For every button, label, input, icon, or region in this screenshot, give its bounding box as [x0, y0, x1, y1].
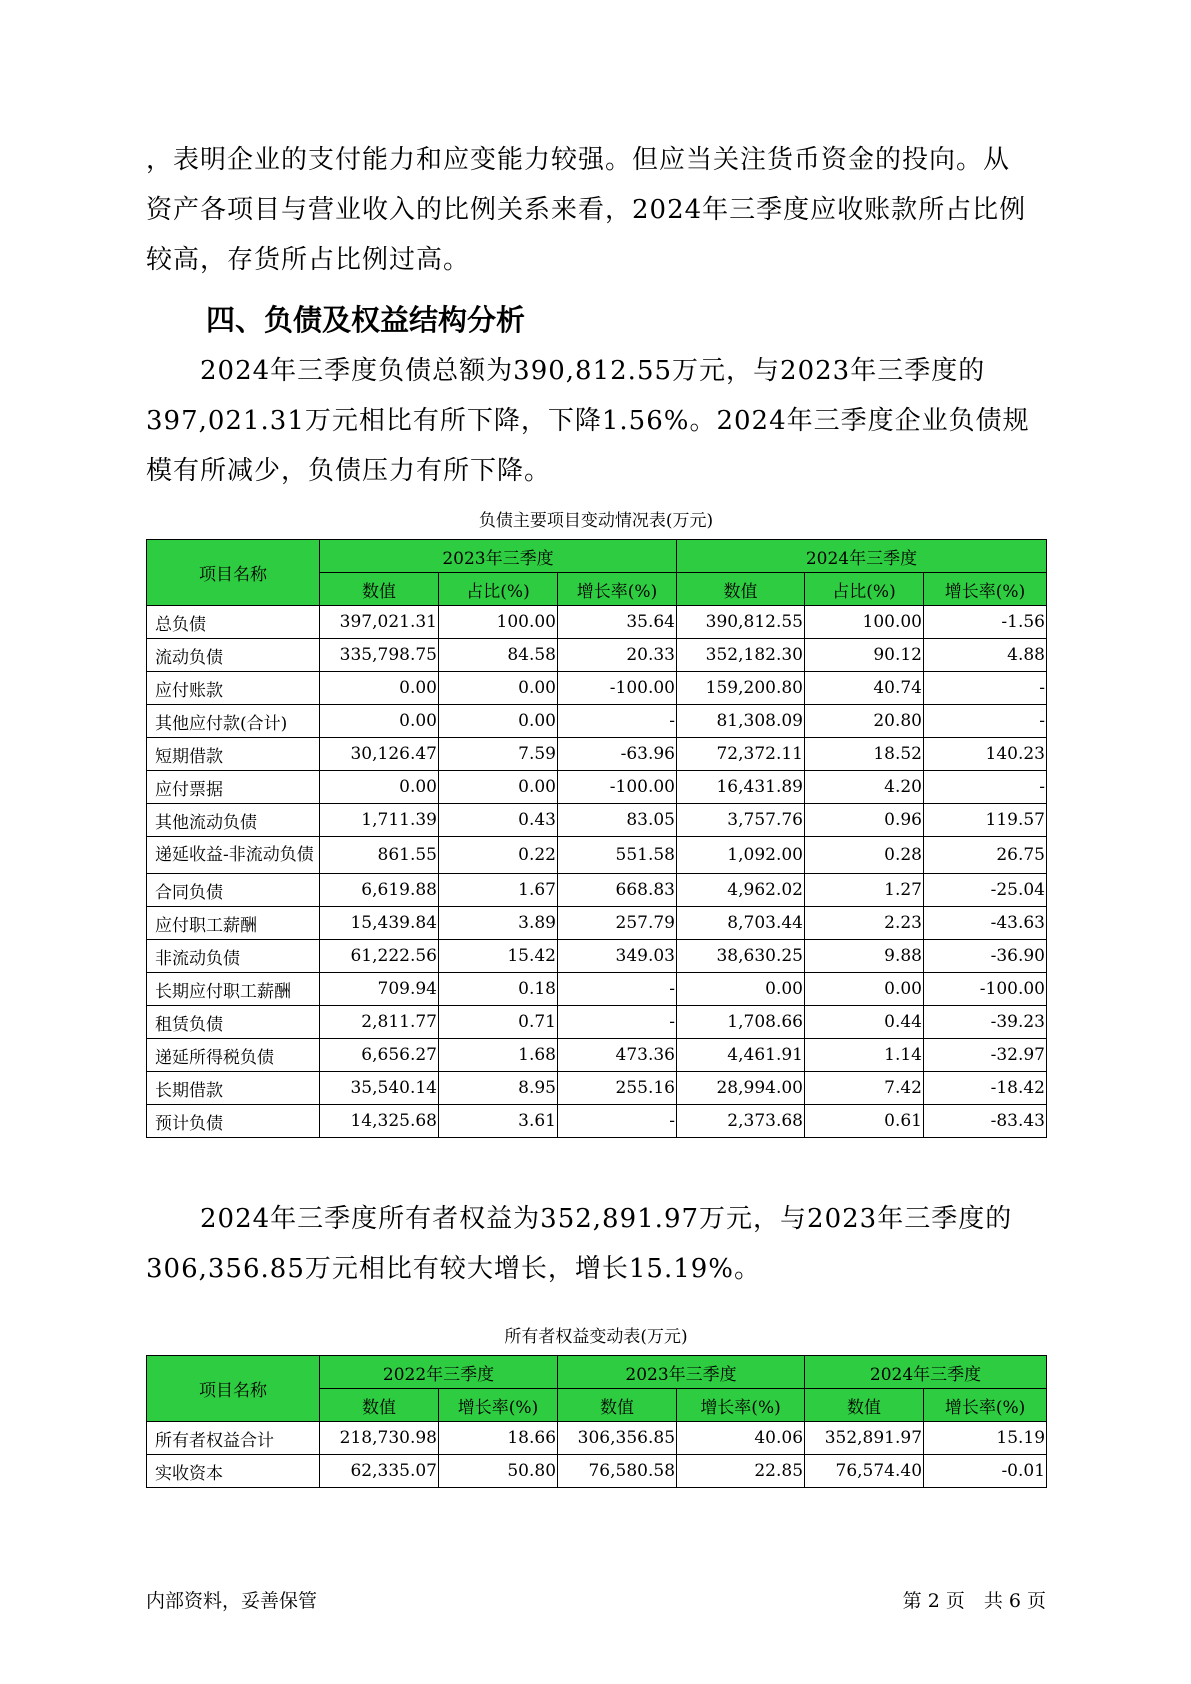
table-cell: -	[558, 705, 677, 738]
row-item-name: 实收资本	[147, 1455, 320, 1488]
table-cell: 668.83	[558, 874, 677, 907]
table-row	[147, 738, 1047, 771]
table-row	[147, 639, 1047, 672]
table-cell: -100.00	[558, 771, 677, 804]
table-cell: 8,703.44	[677, 907, 805, 940]
table-cell: 35.64	[558, 606, 677, 639]
intro-line-2: 资产各项目与营业收入的比例关系来看，2024年三季度应收账款所占比例	[146, 195, 1027, 225]
table-cell: 861.55	[320, 837, 439, 874]
row-item-name: 短期借款	[147, 738, 320, 771]
column-header-value: 数值	[805, 1389, 924, 1422]
table-cell: 1,708.66	[677, 1006, 805, 1039]
table-cell: -	[558, 973, 677, 1006]
table-cell: 1.68	[439, 1039, 558, 1072]
table-cell: 397,021.31	[320, 606, 439, 639]
table-cell: -83.43	[924, 1105, 1047, 1138]
column-header-share: 占比(%)	[439, 573, 558, 606]
column-header-growth: 增长率(%)	[924, 1389, 1047, 1422]
table-cell: 709.94	[320, 973, 439, 1006]
table-cell: 62,335.07	[320, 1455, 439, 1488]
table-cell: 1,092.00	[677, 837, 805, 874]
table-cell: 20.33	[558, 639, 677, 672]
table-cell: 4.88	[924, 639, 1047, 672]
table-cell: 0.00	[439, 672, 558, 705]
table-cell: 0.00	[320, 771, 439, 804]
table-cell: 4,461.91	[677, 1039, 805, 1072]
table-cell: 218,730.98	[320, 1422, 439, 1455]
table-cell: 100.00	[439, 606, 558, 639]
table-cell: 3,757.76	[677, 804, 805, 837]
column-header-value: 数值	[677, 573, 805, 606]
table-cell: 30,126.47	[320, 738, 439, 771]
liability-table-header	[147, 540, 1047, 606]
column-header-growth: 增长率(%)	[439, 1389, 558, 1422]
table-cell: 76,574.40	[805, 1455, 924, 1488]
row-item-name: 预计负债	[147, 1105, 320, 1138]
table-cell: 16,431.89	[677, 771, 805, 804]
table-cell: -63.96	[558, 738, 677, 771]
table-cell: 3.89	[439, 907, 558, 940]
section-heading: 四、负债及权益结构分析	[206, 303, 526, 337]
equity-table-header	[147, 1356, 1047, 1422]
table-cell: 0.28	[805, 837, 924, 874]
table-cell: 306,356.85	[558, 1422, 677, 1455]
table-cell: 6,619.88	[320, 874, 439, 907]
table-cell: 90.12	[805, 639, 924, 672]
table-cell: 352,891.97	[805, 1422, 924, 1455]
column-header-period-2023: 2023年三季度	[320, 540, 677, 573]
table-row	[147, 771, 1047, 804]
row-item-name: 流动负债	[147, 639, 320, 672]
table-cell: 352,182.30	[677, 639, 805, 672]
table-cell: -25.04	[924, 874, 1047, 907]
column-header-period-2024: 2024年三季度	[677, 540, 1047, 573]
table-cell: 257.79	[558, 907, 677, 940]
table-cell: 9.88	[805, 940, 924, 973]
table-cell: 0.22	[439, 837, 558, 874]
table-cell: 0.44	[805, 1006, 924, 1039]
table-cell: 140.23	[924, 738, 1047, 771]
liability-table-caption: 负债主要项目变动情况表(万元)	[478, 511, 714, 531]
table-cell: 22.85	[677, 1455, 805, 1488]
column-header-value: 数值	[320, 1389, 439, 1422]
table-cell: 26.75	[924, 837, 1047, 874]
row-item-name: 总负债	[147, 606, 320, 639]
column-header-item-name: 项目名称	[147, 1356, 320, 1422]
table-cell: 6,656.27	[320, 1039, 439, 1072]
table-cell: 0.00	[677, 973, 805, 1006]
table-cell: 72,372.11	[677, 738, 805, 771]
table-cell: 61,222.56	[320, 940, 439, 973]
table-row	[147, 1422, 1047, 1455]
row-item-name: 租赁负债	[147, 1006, 320, 1039]
table-cell: 4,962.02	[677, 874, 805, 907]
row-item-name: 应付票据	[147, 771, 320, 804]
table-cell: -43.63	[924, 907, 1047, 940]
table-row	[147, 874, 1047, 907]
table-cell: -39.23	[924, 1006, 1047, 1039]
table-row	[147, 837, 1047, 874]
table-cell: 40.06	[677, 1422, 805, 1455]
table-cell: -	[924, 705, 1047, 738]
row-item-name: 应付职工薪酬	[147, 907, 320, 940]
table-cell: 255.16	[558, 1072, 677, 1105]
liability-paragraph: 2024年三季度负债总额为390,812.55万元，与2023年三季度的397,021.31万元相比有所下降，下降1.56%。2024年三季度企业负债规模有所减少，负债压力有所下降。	[146, 356, 1030, 486]
table-cell: 7.59	[439, 738, 558, 771]
table-row	[147, 1455, 1047, 1488]
table-cell: 0.00	[439, 705, 558, 738]
table-cell: -	[924, 771, 1047, 804]
table-cell: 18.66	[439, 1422, 558, 1455]
table-cell: 50.80	[439, 1455, 558, 1488]
column-header-period-2022: 2022年三季度	[320, 1356, 558, 1389]
table-cell: 0.71	[439, 1006, 558, 1039]
equity-table	[146, 1355, 1047, 1488]
table-cell: 28,994.00	[677, 1072, 805, 1105]
table-cell: -100.00	[558, 672, 677, 705]
table-cell: -0.01	[924, 1455, 1047, 1488]
table-cell: 1.14	[805, 1039, 924, 1072]
footer-confidential-note: 内部资料，妥善保管	[146, 1590, 318, 1612]
footer-page-number: 第 2 页 共 6 页	[902, 1590, 1046, 1612]
table-cell: 35,540.14	[320, 1072, 439, 1105]
table-cell: 18.52	[805, 738, 924, 771]
table-cell: 0.00	[320, 705, 439, 738]
table-cell: 83.05	[558, 804, 677, 837]
table-row	[147, 606, 1047, 639]
table-cell: -1.56	[924, 606, 1047, 639]
table-cell: 335,798.75	[320, 639, 439, 672]
table-cell: -	[924, 672, 1047, 705]
table-cell: -32.97	[924, 1039, 1047, 1072]
column-header-growth: 增长率(%)	[677, 1389, 805, 1422]
table-cell: -100.00	[924, 973, 1047, 1006]
table-cell: 390,812.55	[677, 606, 805, 639]
table-row	[147, 705, 1047, 738]
table-cell: 8.95	[439, 1072, 558, 1105]
row-item-name: 长期应付职工薪酬	[147, 973, 320, 1006]
table-cell: 2,811.77	[320, 1006, 439, 1039]
table-row	[147, 1039, 1047, 1072]
table-cell: 0.00	[805, 973, 924, 1006]
liability-table	[146, 539, 1047, 1138]
table-cell: 1.27	[805, 874, 924, 907]
row-item-name: 合同负债	[147, 874, 320, 907]
equity-table-body	[147, 1422, 1047, 1488]
equity-paragraph: 2024年三季度所有者权益为352,891.97万元，与2023年三季度的306,356.85万元相比有较大增长，增长15.19%。	[146, 1204, 1013, 1284]
equity-table-caption: 所有者权益变动表(万元)	[504, 1327, 688, 1347]
column-header-item-name: 项目名称	[147, 540, 320, 606]
table-cell: 0.18	[439, 973, 558, 1006]
column-header-period-2023: 2023年三季度	[558, 1356, 805, 1389]
table-cell: 159,200.80	[677, 672, 805, 705]
table-row	[147, 907, 1047, 940]
column-header-value: 数值	[558, 1389, 677, 1422]
table-cell: -18.42	[924, 1072, 1047, 1105]
table-row	[147, 1105, 1047, 1138]
column-header-share: 占比(%)	[805, 573, 924, 606]
table-cell: 119.57	[924, 804, 1047, 837]
table-row	[147, 1006, 1047, 1039]
row-item-name: 其他流动负债	[147, 804, 320, 837]
table-cell: 349.03	[558, 940, 677, 973]
table-cell: 40.74	[805, 672, 924, 705]
column-header-value: 数值	[320, 573, 439, 606]
table-cell: 81,308.09	[677, 705, 805, 738]
table-cell: -36.90	[924, 940, 1047, 973]
column-header-growth: 增长率(%)	[558, 573, 677, 606]
intro-line-1: ，表明企业的支付能力和应变能力较强。但应当关注货币资金的投向。从	[146, 145, 1011, 175]
row-item-name: 长期借款	[147, 1072, 320, 1105]
table-cell: 4.20	[805, 771, 924, 804]
table-cell: 1,711.39	[320, 804, 439, 837]
column-header-growth: 增长率(%)	[924, 573, 1047, 606]
row-item-name: 应付账款	[147, 672, 320, 705]
table-cell: 3.61	[439, 1105, 558, 1138]
table-cell: 2.23	[805, 907, 924, 940]
table-cell: 7.42	[805, 1072, 924, 1105]
row-item-name: 所有者权益合计	[147, 1422, 320, 1455]
table-row	[147, 940, 1047, 973]
table-cell: -	[558, 1105, 677, 1138]
table-cell: 84.58	[439, 639, 558, 672]
table-cell: 15.42	[439, 940, 558, 973]
table-cell: 0.00	[439, 771, 558, 804]
row-item-name: 递延收益-非流动负债	[147, 837, 320, 874]
table-cell: 0.00	[320, 672, 439, 705]
table-cell: 0.96	[805, 804, 924, 837]
table-cell: 1.67	[439, 874, 558, 907]
table-row	[147, 804, 1047, 837]
table-row	[147, 672, 1047, 705]
table-cell: 100.00	[805, 606, 924, 639]
row-item-name: 非流动负债	[147, 940, 320, 973]
table-cell: 38,630.25	[677, 940, 805, 973]
table-cell: 20.80	[805, 705, 924, 738]
column-header-period-2024: 2024年三季度	[805, 1356, 1047, 1389]
intro-line-3: 较高，存货所占比例过高。	[146, 245, 471, 275]
row-item-name: 递延所得税负债	[147, 1039, 320, 1072]
table-cell: 2,373.68	[677, 1105, 805, 1138]
row-item-name: 其他应付款(合计)	[147, 705, 320, 738]
table-cell: 76,580.58	[558, 1455, 677, 1488]
liability-table-body	[147, 606, 1047, 1138]
table-cell: 0.61	[805, 1105, 924, 1138]
table-row	[147, 1072, 1047, 1105]
table-cell: 14,325.68	[320, 1105, 439, 1138]
table-row	[147, 973, 1047, 1006]
table-cell: 0.43	[439, 804, 558, 837]
table-cell: -	[558, 1006, 677, 1039]
table-cell: 551.58	[558, 837, 677, 874]
table-cell: 15.19	[924, 1422, 1047, 1455]
table-cell: 473.36	[558, 1039, 677, 1072]
table-cell: 15,439.84	[320, 907, 439, 940]
